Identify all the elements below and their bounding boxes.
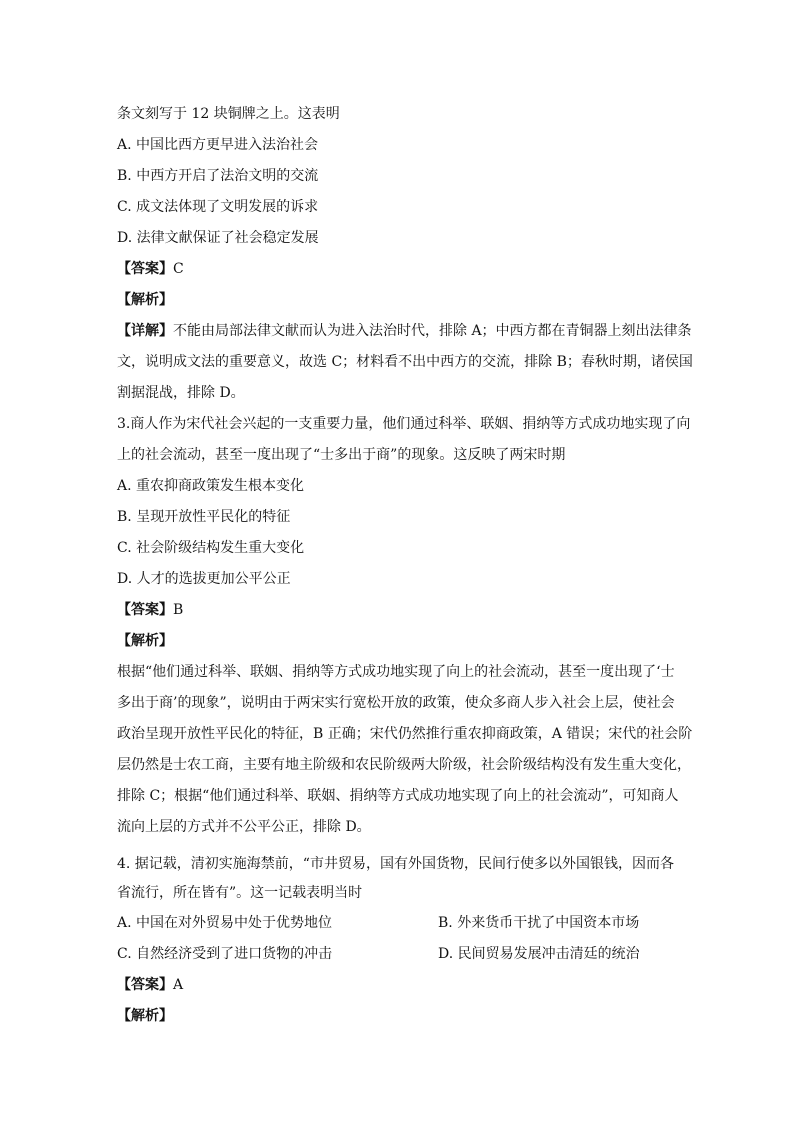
- q2-option-a: A. 中国比西方更早进入法治社会: [117, 137, 319, 153]
- q2-stem-tail: 条文刻写于 12 块铜牌之上。这表明: [117, 106, 340, 122]
- q3-analysis-line-4: 层仍然是士农工商，主要有地主阶级和农民阶级两大阶级，社会阶级结构没有发生重大变化，: [117, 757, 691, 773]
- q3-option-b: B. 呈现开放性平民化的特征: [117, 509, 291, 525]
- q3-stem-line-1: 3.商人作为宋代社会兴起的一支重要力量，他们通过科举、联姻、捐纳等方式成功地实现了向: [117, 416, 691, 432]
- q4-option-d: D. 民间贸易发展冲击清廷的统治: [438, 946, 640, 962]
- q2-analysis-tag: 【解析】: [117, 292, 173, 308]
- q3-option-c: C. 社会阶级结构发生重大变化: [117, 540, 305, 556]
- q2-option-b: B. 中西方开启了法治文明的交流: [117, 168, 319, 184]
- q3-analysis-line-2: 多出于商’的现象”，说明由于两宋实行宽松开放的政策，使众多商人步入社会上层，使社会: [117, 695, 675, 711]
- q3-analysis-line-1: 根据“他们通过科举、联姻、捐纳等方式成功地实现了向上的社会流动，甚至一度出现了‘士: [117, 664, 675, 680]
- answer-tag: 【答案】: [117, 261, 173, 277]
- q4-answer: 【答案】A: [117, 977, 184, 993]
- q3-analysis-line-3: 政治呈现开放性平民化的特征，B 正确；宋代仍然推行重农抑商政策，A 错误；宋代的社会阶: [117, 726, 693, 742]
- q2-answer: [117, 260, 184, 278]
- q3-analysis-line-6: 流向上层的方式并不公平公正，排除 D。: [117, 819, 371, 835]
- q2-option-c: C. 成文法体现了文明发展的诉求: [117, 199, 319, 215]
- q4-option-c: C. 自然经济受到了进口货物的冲击: [117, 946, 333, 962]
- q4-stem-line-1: 4. 据记载，清初实施海禁前，“市井贸易，国有外国货物，民间行使多以外国银钱，因而各: [117, 856, 674, 872]
- q4-option-a: A. 中国在对外贸易中处于优势地位: [117, 915, 333, 931]
- q2-detail-line-3: 割据混战，排除 D。: [117, 385, 245, 401]
- q3-stem-line-2: 上的社会流动，甚至一度出现了“士多出于商”的现象。这反映了两宋时期: [117, 447, 566, 463]
- q4-option-b: B. 外来货币干扰了中国资本市场: [438, 915, 640, 931]
- q3-answer: 【答案】B: [117, 602, 184, 618]
- q2-detail-line-2: 文，说明成文法的重要意义，故选 C；材料看不出中西方的交流，排除 B；春秋时期，诸侯国: [117, 354, 693, 370]
- q3-analysis-line-5: 排除 C；根据“他们通过科举、联姻、捐纳等方式成功地实现了向上的社会流动”，可知商人: [117, 788, 679, 804]
- q2-option-d: D. 法律文献保证了社会稳定发展: [117, 230, 319, 246]
- q3-option-a: A. 重农抑商政策发生根本变化: [117, 478, 305, 494]
- q4-analysis-tag: 【解析】: [117, 1008, 173, 1024]
- detail-tag: 【详解】: [117, 323, 173, 339]
- q3-option-d: D. 人才的选拔更加公平公正: [117, 571, 291, 587]
- q4-stem-line-2: 省流行，所在皆有”。这一记载表明当时: [117, 885, 363, 901]
- q2-detail-line-1: 【详解】不能由局部法律文献而认为进入法治时代，排除 A；中西方都在青铜器上刻出法律条: [117, 323, 692, 339]
- answer-value: C: [173, 261, 184, 277]
- q3-analysis-tag: 【解析】: [117, 633, 173, 649]
